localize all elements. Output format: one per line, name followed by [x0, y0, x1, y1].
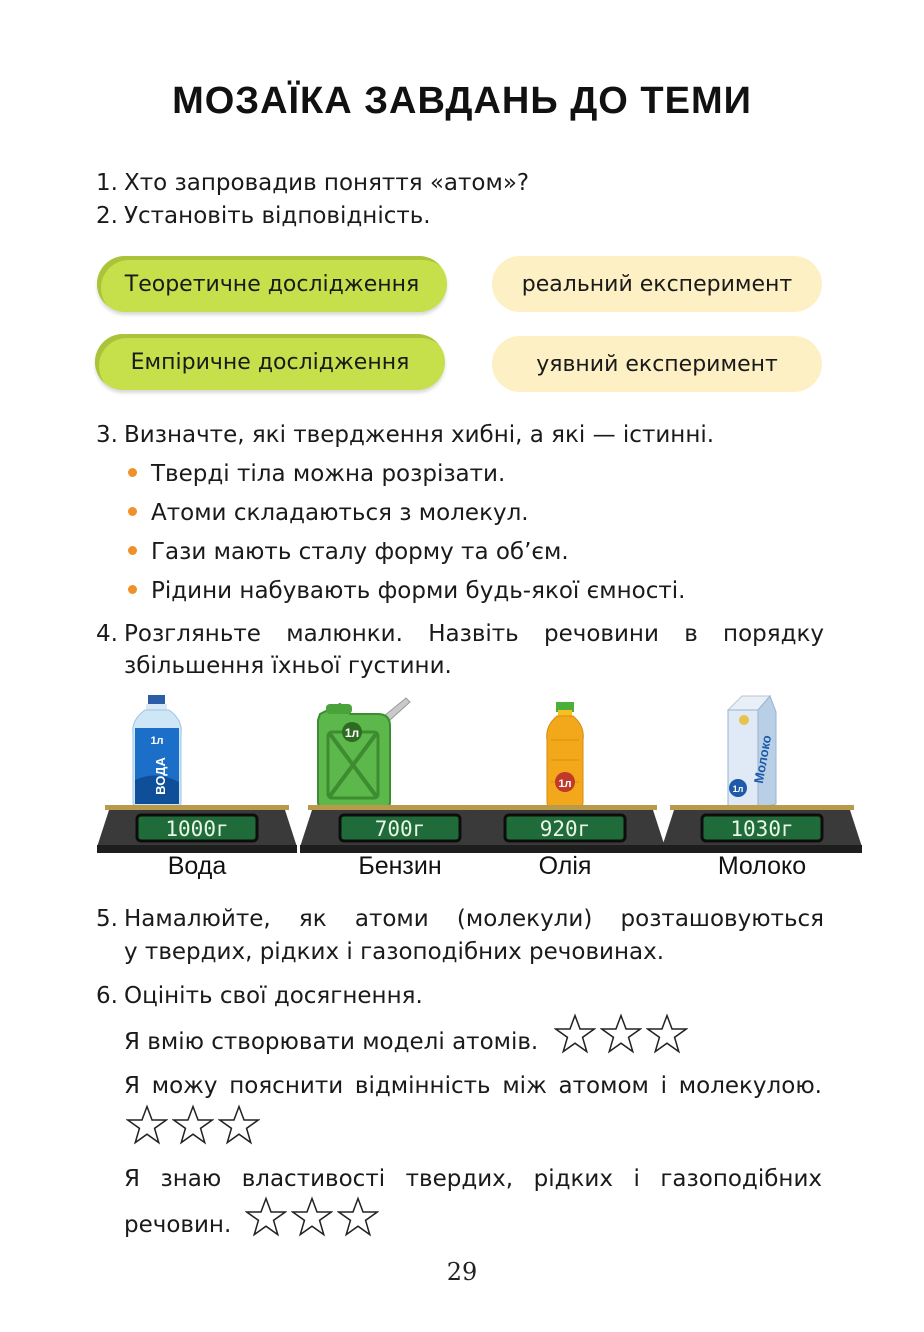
- star-outline-icon[interactable]: [245, 1196, 287, 1238]
- question-1: [96, 168, 529, 198]
- svg-text:1л: 1л: [150, 735, 164, 747]
- scale-icon: [465, 805, 665, 855]
- bullet-icon: [128, 546, 137, 555]
- water-bottle-icon: [97, 690, 297, 810]
- milk-carton-icon: [662, 690, 862, 810]
- self-assessment-2: Я можу пояснити відмінність між атомом і молекулою.: [124, 1073, 822, 1099]
- rating-stars: [126, 1104, 264, 1150]
- question-text-continued: у твердих, рідких і газоподібних речовинах.: [124, 939, 665, 965]
- question-number: 5.: [96, 906, 118, 932]
- scale-icon: [97, 805, 297, 855]
- question-text: Оцініть свої досягнення.: [124, 983, 423, 1009]
- product-label: Вода: [167, 852, 227, 880]
- star-outline-icon[interactable]: [291, 1196, 333, 1238]
- question-number: 4.: [96, 621, 118, 647]
- statement-item: Гази мають сталу форму та об’єм.: [128, 537, 569, 567]
- star-outline-icon[interactable]: [554, 1013, 596, 1055]
- question-text: Визначте, які твердження хибні, а які — істинні.: [124, 422, 715, 448]
- page-title: МОЗАЇКА ЗАВДАНЬ ДО ТЕМИ: [172, 80, 752, 122]
- svg-text:1л: 1л: [732, 784, 744, 794]
- scale-readout: 920г: [539, 817, 591, 841]
- product-label: Бензин: [358, 852, 442, 880]
- question-4: [96, 619, 824, 649]
- question-number: 3.: [96, 422, 118, 448]
- question-3: [96, 420, 714, 450]
- product-oil: [465, 690, 665, 885]
- product-label: Молоко: [717, 852, 807, 880]
- bullet-icon: [128, 585, 137, 594]
- question-text: Намалюйте, як атоми (молекули) розташовуються: [124, 906, 824, 932]
- self-assessment-3: Я знаю властивості твердих, рідких і газоподібних: [124, 1166, 822, 1192]
- oil-bottle-icon: [465, 690, 665, 810]
- product-water: [97, 690, 297, 885]
- rating-stars: [554, 1013, 692, 1071]
- product-milk: [662, 690, 862, 885]
- statement-item: Атоми складаються з молекул.: [128, 498, 529, 528]
- self-assessment-1: Я вмію створювати моделі атомів.: [124, 1013, 692, 1071]
- question-number: 6.: [96, 983, 118, 1009]
- question-text: Установіть відповідність.: [124, 203, 431, 229]
- star-outline-icon[interactable]: [646, 1013, 688, 1055]
- matching-right-2: уявний експеримент: [492, 336, 822, 392]
- svg-text:ВОДА: ВОДА: [153, 757, 168, 795]
- product-label: Олія: [538, 852, 592, 880]
- matching-right-1: реальний експеримент: [492, 256, 822, 312]
- question-number: 1.: [96, 170, 118, 196]
- matching-left-1: Теоретичне дослідження: [97, 256, 447, 312]
- scale-readout: 1000г: [165, 817, 229, 841]
- bullet-icon: [128, 468, 137, 477]
- svg-text:Молоко: Молоко: [750, 733, 775, 785]
- star-outline-icon[interactable]: [172, 1104, 214, 1146]
- page-number: 29: [446, 1258, 478, 1286]
- rating-stars: [245, 1196, 383, 1254]
- self-assessment-3-continued: речовин.: [124, 1196, 383, 1254]
- question-number: 2.: [96, 203, 118, 229]
- question-text: Розгляньте малюнки. Назвіть речовини в порядку: [124, 621, 824, 647]
- star-outline-icon[interactable]: [600, 1013, 642, 1055]
- star-outline-icon[interactable]: [337, 1196, 379, 1238]
- svg-text:1л: 1л: [344, 726, 360, 740]
- statement-item: Рідини набувають форми будь-якої ємності.: [128, 576, 685, 606]
- statement-item: Тверді тіла можна розрізати.: [128, 459, 505, 489]
- star-outline-icon[interactable]: [126, 1104, 168, 1146]
- matching-left-2: Емпіричне дослідження: [95, 334, 445, 390]
- question-5: [96, 904, 824, 934]
- scale-readout: 700г: [374, 817, 426, 841]
- question-text-continued: збільшення їхньої густини.: [124, 653, 452, 679]
- question-text: Хто запровадив поняття «атом»?: [124, 170, 530, 196]
- svg-text:1л: 1л: [558, 778, 572, 790]
- scale-icon: [662, 805, 862, 855]
- question-6: [96, 981, 423, 1011]
- star-outline-icon[interactable]: [218, 1104, 260, 1146]
- scale-readout: 1030г: [730, 817, 794, 841]
- bullet-icon: [128, 507, 137, 516]
- question-2: [96, 201, 431, 231]
